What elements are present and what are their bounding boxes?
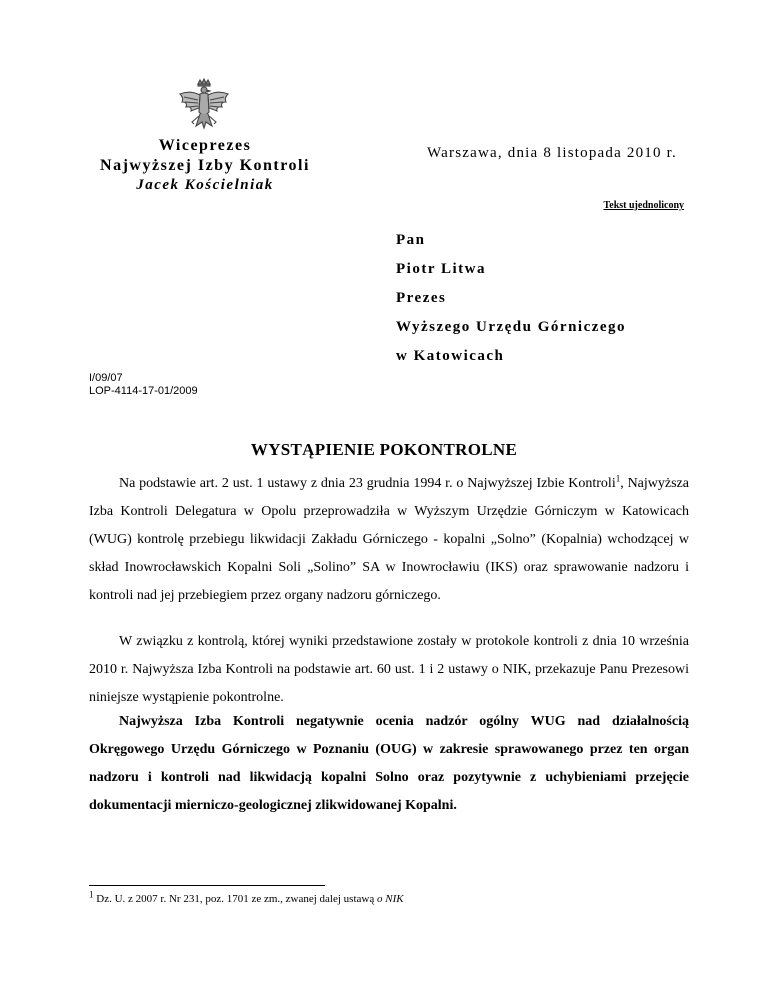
footnote-text: Dz. U. z 2007 r. Nr 231, poz. 1701 ze zm., zwanej dalej ustawą — [96, 893, 377, 905]
sender-title: Wiceprezes — [158, 137, 252, 154]
sender-organization: Najwyższej Izby Kontroli — [100, 157, 310, 174]
footnote-mark: 1 — [89, 889, 94, 900]
sender-block — [60, 136, 350, 194]
addressee-line: Piotr Litwa — [396, 261, 486, 277]
polish-eagle-emblem-icon — [176, 78, 232, 138]
reference-number: I/09/07 — [89, 372, 123, 384]
unified-text-label: Tekst ujednolicony — [603, 200, 684, 211]
date-line: Warszawa, dnia 8 listopada 2010 r. — [427, 145, 677, 161]
addressee-line: w Katowicach — [396, 348, 505, 364]
footnote-divider — [89, 885, 325, 886]
addressee-line: Wyższego Urzędu Górniczego — [396, 319, 627, 335]
footnote — [89, 889, 404, 905]
addressee-line: Prezes — [396, 290, 447, 306]
paragraph-text: , Najwyższa Izba Kontroli Delegatura w Opolu przeprowadziła w Wyższym Urzędzie Górniczym w Katowicach (WUG) kontrolę przebiegu likwidacji Zakładu Górniczego - kopalni „Solno” (Kopalnia) wchodzącej w skład Inowrocławskich Kopalni Soli „Solino” SA w Inowrocławiu (IKS) oraz sprawowanie nadzoru i kontroli nad jej przebiegiem przez organy nadzoru górniczego. — [89, 476, 689, 603]
addressee-block — [396, 226, 626, 371]
body-paragraph-2: W związku z kontrolą, której wyniki przedstawione zostały w protokole kontroli z dnia 10 września 2010 r. Najwyższa Izba Kontroli na podstawie art. 60 ust. 1 i 2 ustawy o NIK, przekazuje Panu Prezesowi niniejsze wystąpienie pokontrolne. — [89, 634, 689, 705]
reference-number: LOP-4114-17-01/2009 — [89, 385, 198, 397]
body-paragraph-3: Najwyższa Izba Kontroli negatywnie ocenia nadzór ogólny WUG nad działalnością Okręgowego Urzędu Górniczego w Poznaniu (OUG) w zakresie sprawowanego przez ten organ nadzoru i kontroli nad likwidacją kopalni Solno oraz pozytywnie z uchybieniami przejęcie dokumentacji mierniczo-geologicznej zlikwidowanej Kopalni. — [89, 714, 689, 813]
sender-name: Jacek Kościelniak — [136, 177, 274, 193]
footnote-italic: o NIK — [376, 893, 404, 905]
document-title: WYSTĄPIENIE POKONTROLNE — [250, 440, 518, 459]
footnote-reference: 1 — [615, 473, 621, 484]
addressee-line: Pan — [396, 232, 426, 248]
reference-numbers — [89, 372, 198, 398]
paragraph-text: Na podstawie art. 2 ust. 1 ustawy z dnia 23 grudnia 1994 r. o Najwyższej Izbie Kontroli — [119, 476, 616, 491]
body-paragraph-1 — [89, 470, 689, 610]
